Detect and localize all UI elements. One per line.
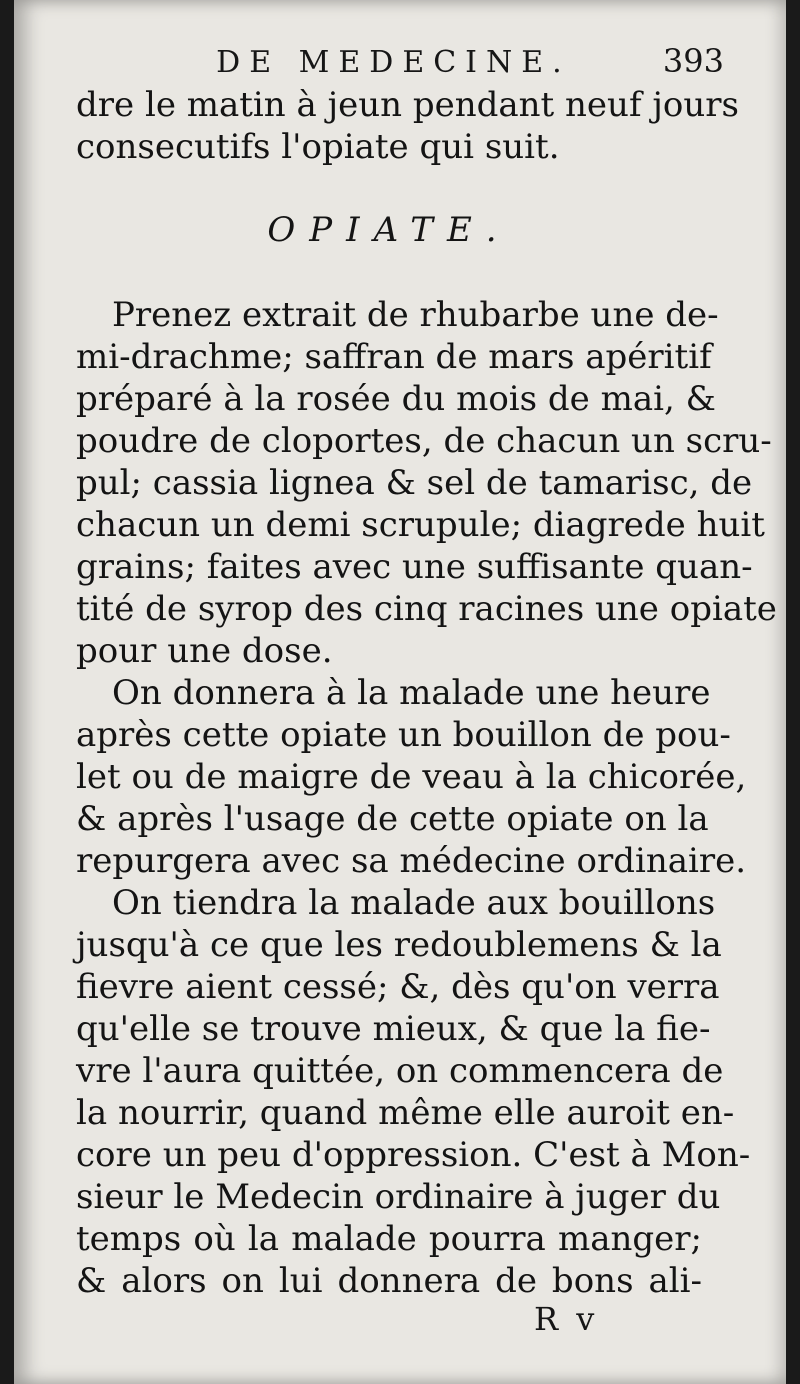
text-line: après cette opiate un bouillon de pou- bbox=[76, 715, 731, 755]
text-line: consecutifs l'opiate qui suit. bbox=[76, 127, 560, 167]
text-line: sieur le Medecin ordinaire à juger du bbox=[76, 1177, 721, 1217]
page-body bbox=[76, 84, 777, 1302]
text-line: préparé à la rosée du mois de mai, & bbox=[76, 379, 716, 419]
text-line: Prenez extrait de rhubarbe une de- bbox=[112, 295, 719, 335]
intro-text bbox=[76, 84, 739, 168]
page-number: 393 bbox=[662, 42, 724, 80]
text-line: On tiendra la malade aux bouillons bbox=[112, 883, 716, 923]
text-line: mi-drachme; saffran de mars apéritif bbox=[76, 337, 712, 377]
paragraph-prescription bbox=[76, 294, 777, 672]
text-line: pour une dose. bbox=[76, 631, 333, 671]
text-line: la nourrir, quand même elle auroit en- bbox=[76, 1093, 735, 1133]
text-line: On donnera à la malade une heure bbox=[112, 673, 711, 713]
paragraph-diet bbox=[76, 882, 751, 1302]
text-line: temps où la malade pourra manger; bbox=[76, 1219, 702, 1259]
text-line: grains; faites avec une suffisante quan- bbox=[76, 547, 753, 587]
text-line: jusqu'à ce que les redoublemens & la bbox=[76, 925, 722, 965]
book-page bbox=[14, 0, 786, 1384]
text-line: let ou de maigre de veau à la chicorée, bbox=[76, 757, 747, 797]
signature-mark: R v bbox=[534, 1300, 599, 1338]
text-line: qu'elle se trouve mieux, & que la fie- bbox=[76, 1009, 711, 1049]
text-line: poudre de cloportes, de chacun un scru- bbox=[76, 421, 772, 461]
paragraph-bouillon bbox=[76, 672, 747, 882]
text-line: & alors on lui donnera de bons ali- bbox=[76, 1261, 702, 1301]
running-head: DE MEDECINE. bbox=[216, 45, 571, 80]
section-heading: OPIATE. bbox=[267, 210, 511, 250]
text-line: tité de syrop des cinq racines une opiate bbox=[76, 589, 777, 629]
text-line: chacun un demi scrupule; diagrede huit bbox=[76, 505, 765, 545]
text-line: & après l'usage de cette opiate on la bbox=[76, 799, 709, 839]
text-line: vre l'aura quittée, on commencera de bbox=[76, 1051, 724, 1091]
text-line: repurgera avec sa médecine ordinaire. bbox=[76, 841, 747, 881]
text-line: pul; cassia lignea & sel de tamarisc, de bbox=[76, 463, 753, 503]
text-line: fievre aient cessé; &, dès qu'on verra bbox=[76, 967, 720, 1007]
text-line: dre le matin à jeun pendant neuf jours bbox=[76, 85, 739, 125]
text-line: core un peu d'oppression. C'est à Mon- bbox=[76, 1135, 751, 1175]
